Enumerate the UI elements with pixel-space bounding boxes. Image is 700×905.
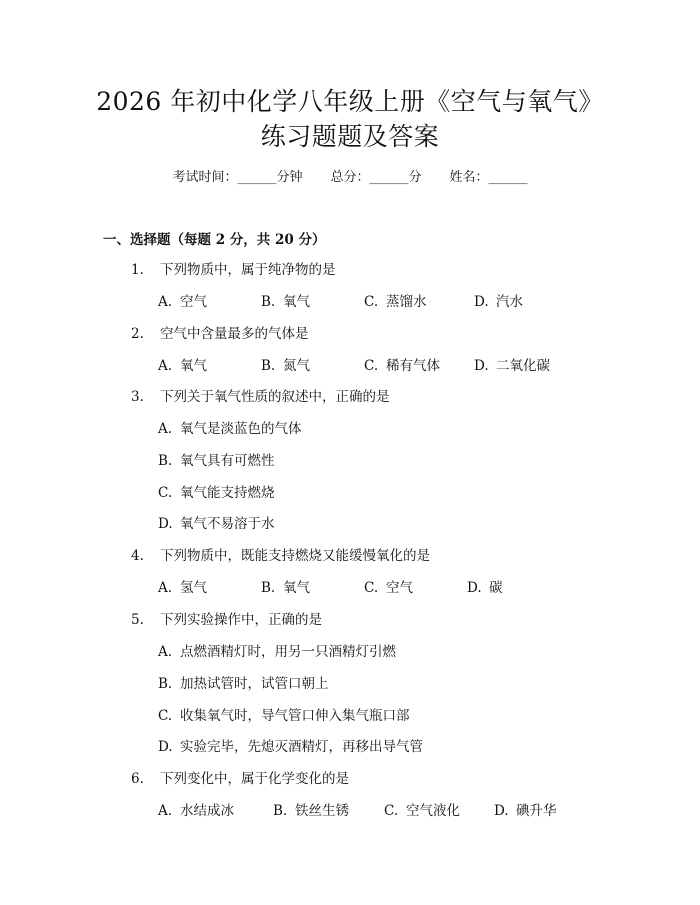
- student-name-field: 姓名：______: [449, 170, 528, 185]
- option-c: C. 收集氧气时，导气管口伸入集气瓶口部: [158, 708, 410, 724]
- option-a: A. 氧气: [158, 358, 207, 374]
- question-text: 下列变化中，属于化学变化的是: [160, 771, 349, 787]
- option-a: A. 空气: [158, 294, 207, 310]
- question-number: 2.: [131, 326, 144, 342]
- question-text: 下列实验操作中，正确的是: [160, 612, 322, 628]
- question-number: 6.: [131, 771, 144, 787]
- question-number: 5.: [131, 612, 144, 628]
- option-d: D. 二氧化碳: [474, 358, 550, 374]
- option-a: A. 氢气: [158, 580, 207, 596]
- question-text: 下列关于氧气性质的叙述中，正确的是: [160, 389, 390, 405]
- option-b: B. 氮气: [261, 358, 310, 374]
- exam-info: [0, 168, 700, 188]
- option-a: A. 水结成冰: [158, 803, 234, 819]
- option-c: C. 氧气能支持燃烧: [158, 485, 275, 501]
- option-a: A. 点燃酒精灯时，用另一只酒精灯引燃: [158, 644, 396, 660]
- option-c: C. 空气液化: [384, 803, 460, 819]
- option-d: D. 汽水: [474, 294, 523, 310]
- question-text: 空气中含量最多的气体是: [160, 326, 309, 342]
- option-b: B. 氧气具有可燃性: [158, 453, 275, 469]
- document-title-line-2: 练习题题及答案: [260, 122, 440, 151]
- option-b: B. 氧气: [261, 580, 310, 596]
- section-heading: 一、选择题（每题 2 分，共 20 分）: [103, 232, 326, 248]
- question-text: 下列物质中，属于纯净物的是: [160, 262, 336, 278]
- question-number: 4.: [131, 548, 144, 564]
- document-title-line-1: 2026 年初中化学八年级上册《空气与氧气》: [96, 87, 604, 116]
- question-text: 下列物质中，既能支持燃烧又能缓慢氧化的是: [160, 548, 430, 564]
- option-a: A. 氧气是淡蓝色的气体: [158, 421, 302, 437]
- exam-time-field: 考试时间：______分钟: [172, 170, 303, 185]
- option-d: D. 实验完毕，先熄灭酒精灯，再移出导气管: [158, 739, 423, 755]
- option-d: D. 碳: [467, 580, 503, 596]
- option-d: D. 氧气不易溶于水: [158, 516, 275, 532]
- question-number: 3.: [131, 389, 144, 405]
- option-c: C. 稀有气体: [364, 358, 440, 374]
- question-number: 1.: [131, 262, 144, 278]
- option-b: B. 氧气: [261, 294, 310, 310]
- option-b: B. 铁丝生锈: [273, 803, 349, 819]
- option-c: C. 蒸馏水: [364, 294, 427, 310]
- total-score-field: 总分：______分: [330, 170, 422, 185]
- option-c: C. 空气: [364, 580, 413, 596]
- option-b: B. 加热试管时，试管口朝上: [158, 676, 329, 692]
- option-d: D. 碘升华: [494, 803, 557, 819]
